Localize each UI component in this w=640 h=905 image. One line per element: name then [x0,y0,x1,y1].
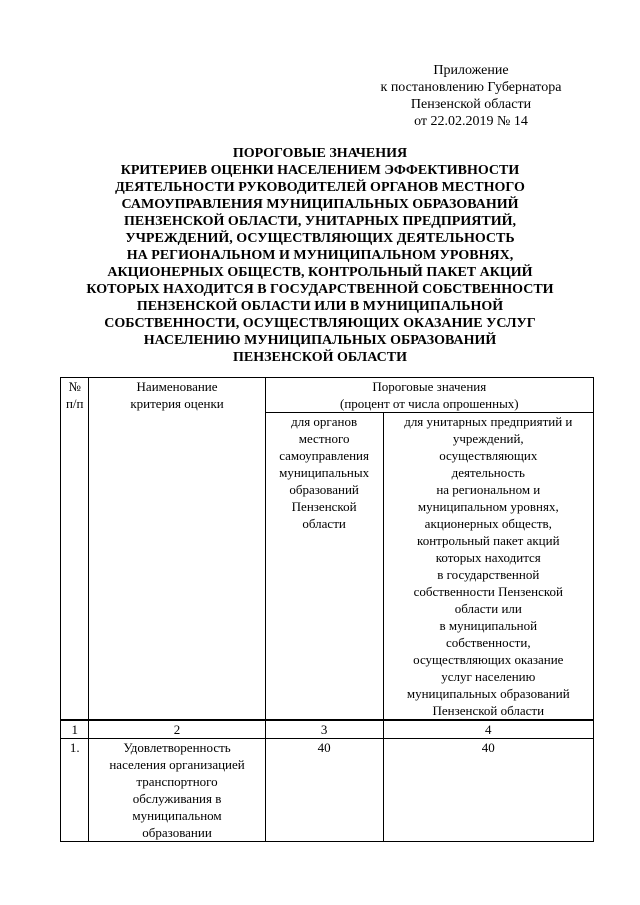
header-col4-line: в муниципальной [439,618,538,633]
header-col4-line: муниципальном уровнях, [417,499,559,514]
header-col4-line: в государственной [437,567,540,582]
document-title [60,145,580,366]
title-line: УЧРЕЖДЕНИЙ, ОСУЩЕСТВЛЯЮЩИХ ДЕЯТЕЛЬНОСТЬ [125,231,515,246]
header-col3-line: области [302,516,346,531]
header-col3-line: муниципальных [279,465,370,480]
column-number-cell: 1 [61,720,89,739]
appendix-line: от 22.02.2019 № 14 [414,114,528,129]
title-line: НА РЕГИОНАЛЬНОМ И МУНИЦИПАЛЬНОМ УРОВНЯХ, [126,248,514,263]
header-col4-line: Пензенской области [432,703,545,718]
header-col4-line: контрольный пакет акций [417,533,560,548]
table-header-row [61,378,594,413]
row-name-line: Удовлетворенность [123,740,231,755]
row-num-cell: 1. [61,739,89,842]
header-col3-line: местного [298,431,350,446]
header-col4-line: собственности, [446,635,531,650]
header-col3-line: образований [289,482,359,497]
header-col4-line: осуществляющих оказание [413,652,564,667]
title-line: ПОРОГОВЫЕ ЗНАЧЕНИЯ [232,146,408,161]
header-thresholds-line: Пороговые значения [372,379,487,394]
header-col4-line: акционерных обществ, [424,516,552,531]
header-col4-line: деятельность [451,465,525,480]
appendix-line: Приложение [433,63,509,78]
row-name-cell [89,739,265,842]
column-number-cell: 4 [383,720,593,739]
title-line: НАСЕЛЕНИЮ МУНИЦИПАЛЬНЫХ ОБРАЗОВАНИЙ [143,333,497,348]
header-col4-line: услуг населению [441,669,536,684]
title-line: СОБСТВЕННОСТИ, ОСУЩЕСТВЛЯЮЩИХ ОКАЗАНИЕ УСЛУГ [104,316,536,331]
header-col4-line: учреждений, [452,431,524,446]
header-col4-line: для унитарных предприятий и [404,414,573,429]
row-name-line: транспортного [136,774,218,789]
title-line: ПЕНЗЕНСКОЙ ОБЛАСТИ ИЛИ В МУНИЦИПАЛЬНОЙ [136,299,504,314]
header-col4-cell [383,413,593,721]
row-name-line: муниципальном [132,808,222,823]
title-line: АКЦИОНЕРНЫХ ОБЩЕСТВ, КОНТРОЛЬНЫЙ ПАКЕТ АКЦИЙ [107,265,533,280]
row-name-line: населения организацией [109,757,245,772]
title-line: КРИТЕРИЕВ ОЦЕНКИ НАСЕЛЕНИЕМ ЭФФЕКТИВНОСТИ [120,163,520,178]
header-col3-line: самоуправления [279,448,369,463]
thresholds-table [60,377,594,842]
title-line: САМОУПРАВЛЕНИЯ МУНИЦИПАЛЬНЫХ ОБРАЗОВАНИЙ [121,197,519,212]
header-col3-line: Пензенской [291,499,357,514]
header-col4-line: осуществляющих [439,448,538,463]
row-name-line: обслуживания в [132,791,222,806]
header-num-line: № [68,379,81,394]
header-col4-line: на региональном и [436,482,541,497]
column-number-row [61,720,594,739]
column-number-cell: 3 [265,720,383,739]
header-num-line: п/п [65,396,84,411]
header-thresholds-line: (процент от числа опрошенных) [339,396,519,411]
header-name-line: критерия оценки [130,396,224,411]
appendix-line: к постановлению Губернатора [380,80,562,95]
column-number-cell: 2 [89,720,265,739]
title-line: КОТОРЫХ НАХОДИТСЯ В ГОСУДАРСТВЕННОЙ СОБСТВЕННОСТИ [86,282,554,297]
header-col4-line: которых находится [435,550,541,565]
header-col3-cell [265,413,383,721]
header-col4-line: муниципальных образований [406,686,570,701]
row-name-line: образовании [142,825,212,840]
header-col4-line: собственности Пензенской [413,584,563,599]
table-row [61,739,594,842]
header-name-cell [89,378,265,721]
title-line: ПЕНЗЕНСКОЙ ОБЛАСТИ [233,350,407,365]
row-value-col4: 40 [383,739,593,842]
title-line: ДЕЯТЕЛЬНОСТИ РУКОВОДИТЕЛЕЙ ОРГАНОВ МЕСТНОГО [115,180,525,195]
row-value-col3: 40 [265,739,383,842]
title-line: ПЕНЗЕНСКОЙ ОБЛАСТИ, УНИТАРНЫХ ПРЕДПРИЯТИЙ, [124,214,516,229]
appendix-line: Пензенской области [410,97,532,112]
header-num-cell [61,378,89,721]
appendix-block [360,62,582,130]
header-col4-line: области или [454,601,522,616]
header-thresholds-cell [265,378,593,413]
header-col3-line: для органов [291,414,358,429]
header-name-line: Наименование [136,379,218,394]
